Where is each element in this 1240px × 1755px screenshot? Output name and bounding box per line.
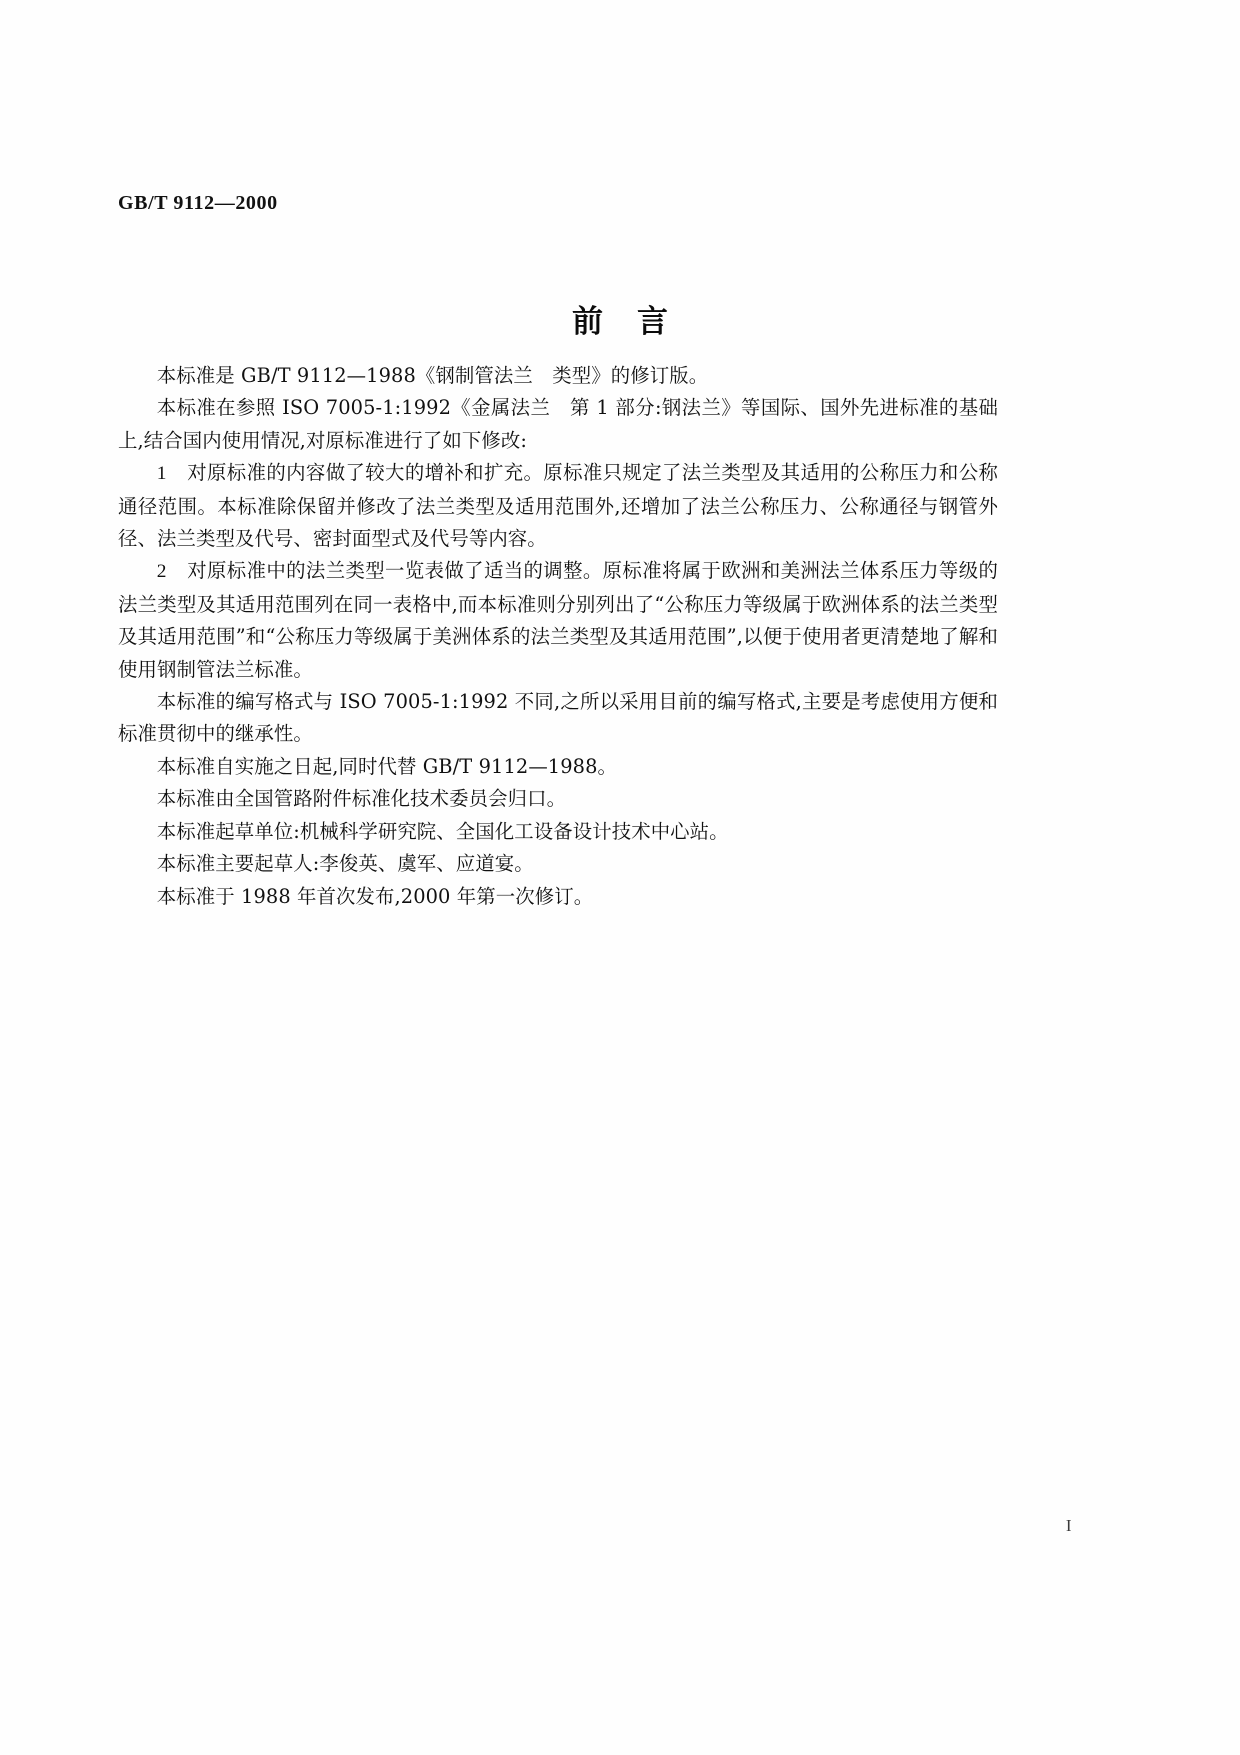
paragraph-publication-history: 本标准于 1988 年首次发布,2000 年第一次修订。 — [156, 884, 594, 908]
standard-number-header: GB/T 9112—2000 — [118, 192, 278, 214]
paragraph-format-note: 本标准的编写格式与 ISO 7005-1:1992 不同,之所以采用目前的编写格式,主要是考虑使用方便和标准贯彻中的继承性。 — [118, 690, 998, 746]
paragraph-drafting-units: 本标准起草单位:机械科学研究院、全国化工设备设计技术中心站。 — [156, 819, 729, 843]
preface-body — [118, 360, 998, 913]
page-number: I — [1065, 1516, 1072, 1535]
list-item-1 — [118, 457, 998, 555]
list-item-1-text: 对原标准的内容做了较大的增补和扩充。原标准只规定了法兰类型及其适用的公称压力和公称通径范围。本标准除保留并修改了法兰类型及适用范围外,还增加了法兰公称压力、公称通径与钢管外径、法兰类型及代号、密封面型式及代号等内容。 — [118, 461, 998, 551]
paragraph-supersedes: 本标准自实施之日起,同时代替 GB/T 9112—1988。 — [156, 754, 618, 778]
list-item-2-number: 2 — [156, 561, 167, 583]
list-item-2-text: 对原标准中的法兰类型一览表做了适当的调整。原标准将属于欧洲和美洲法兰体系压力等级的法兰类型及其适用范围列在同一表格中,而本标准则分别列出了“公称压力等级属于欧洲体系的法兰类型及其适用范围”和“公称压力等级属于美洲体系的法兰类型及其适用范围”,以便于使用者更清楚地了解和使用钢制管法兰标准。 — [118, 559, 998, 681]
paragraph-drafters: 本标准主要起草人:李俊英、虞军、应道宴。 — [156, 852, 534, 876]
list-item-2 — [118, 555, 998, 686]
list-item-1-number: 1 — [156, 463, 167, 485]
paragraph-iso-basis: 本标准在参照 ISO 7005-1:1992《金属法兰 第 1 部分:钢法兰》等国际、国外先进标准的基础上,结合国内使用情况,对原标准进行了如下修改: — [118, 396, 998, 452]
paragraph-administration: 本标准由全国管路附件标准化技术委员会归口。 — [156, 787, 567, 811]
page-title: 前言 — [572, 304, 702, 340]
paragraph-intro: 本标准是 GB/T 9112—1988《钢制管法兰 类型》的修订版。 — [156, 364, 709, 387]
